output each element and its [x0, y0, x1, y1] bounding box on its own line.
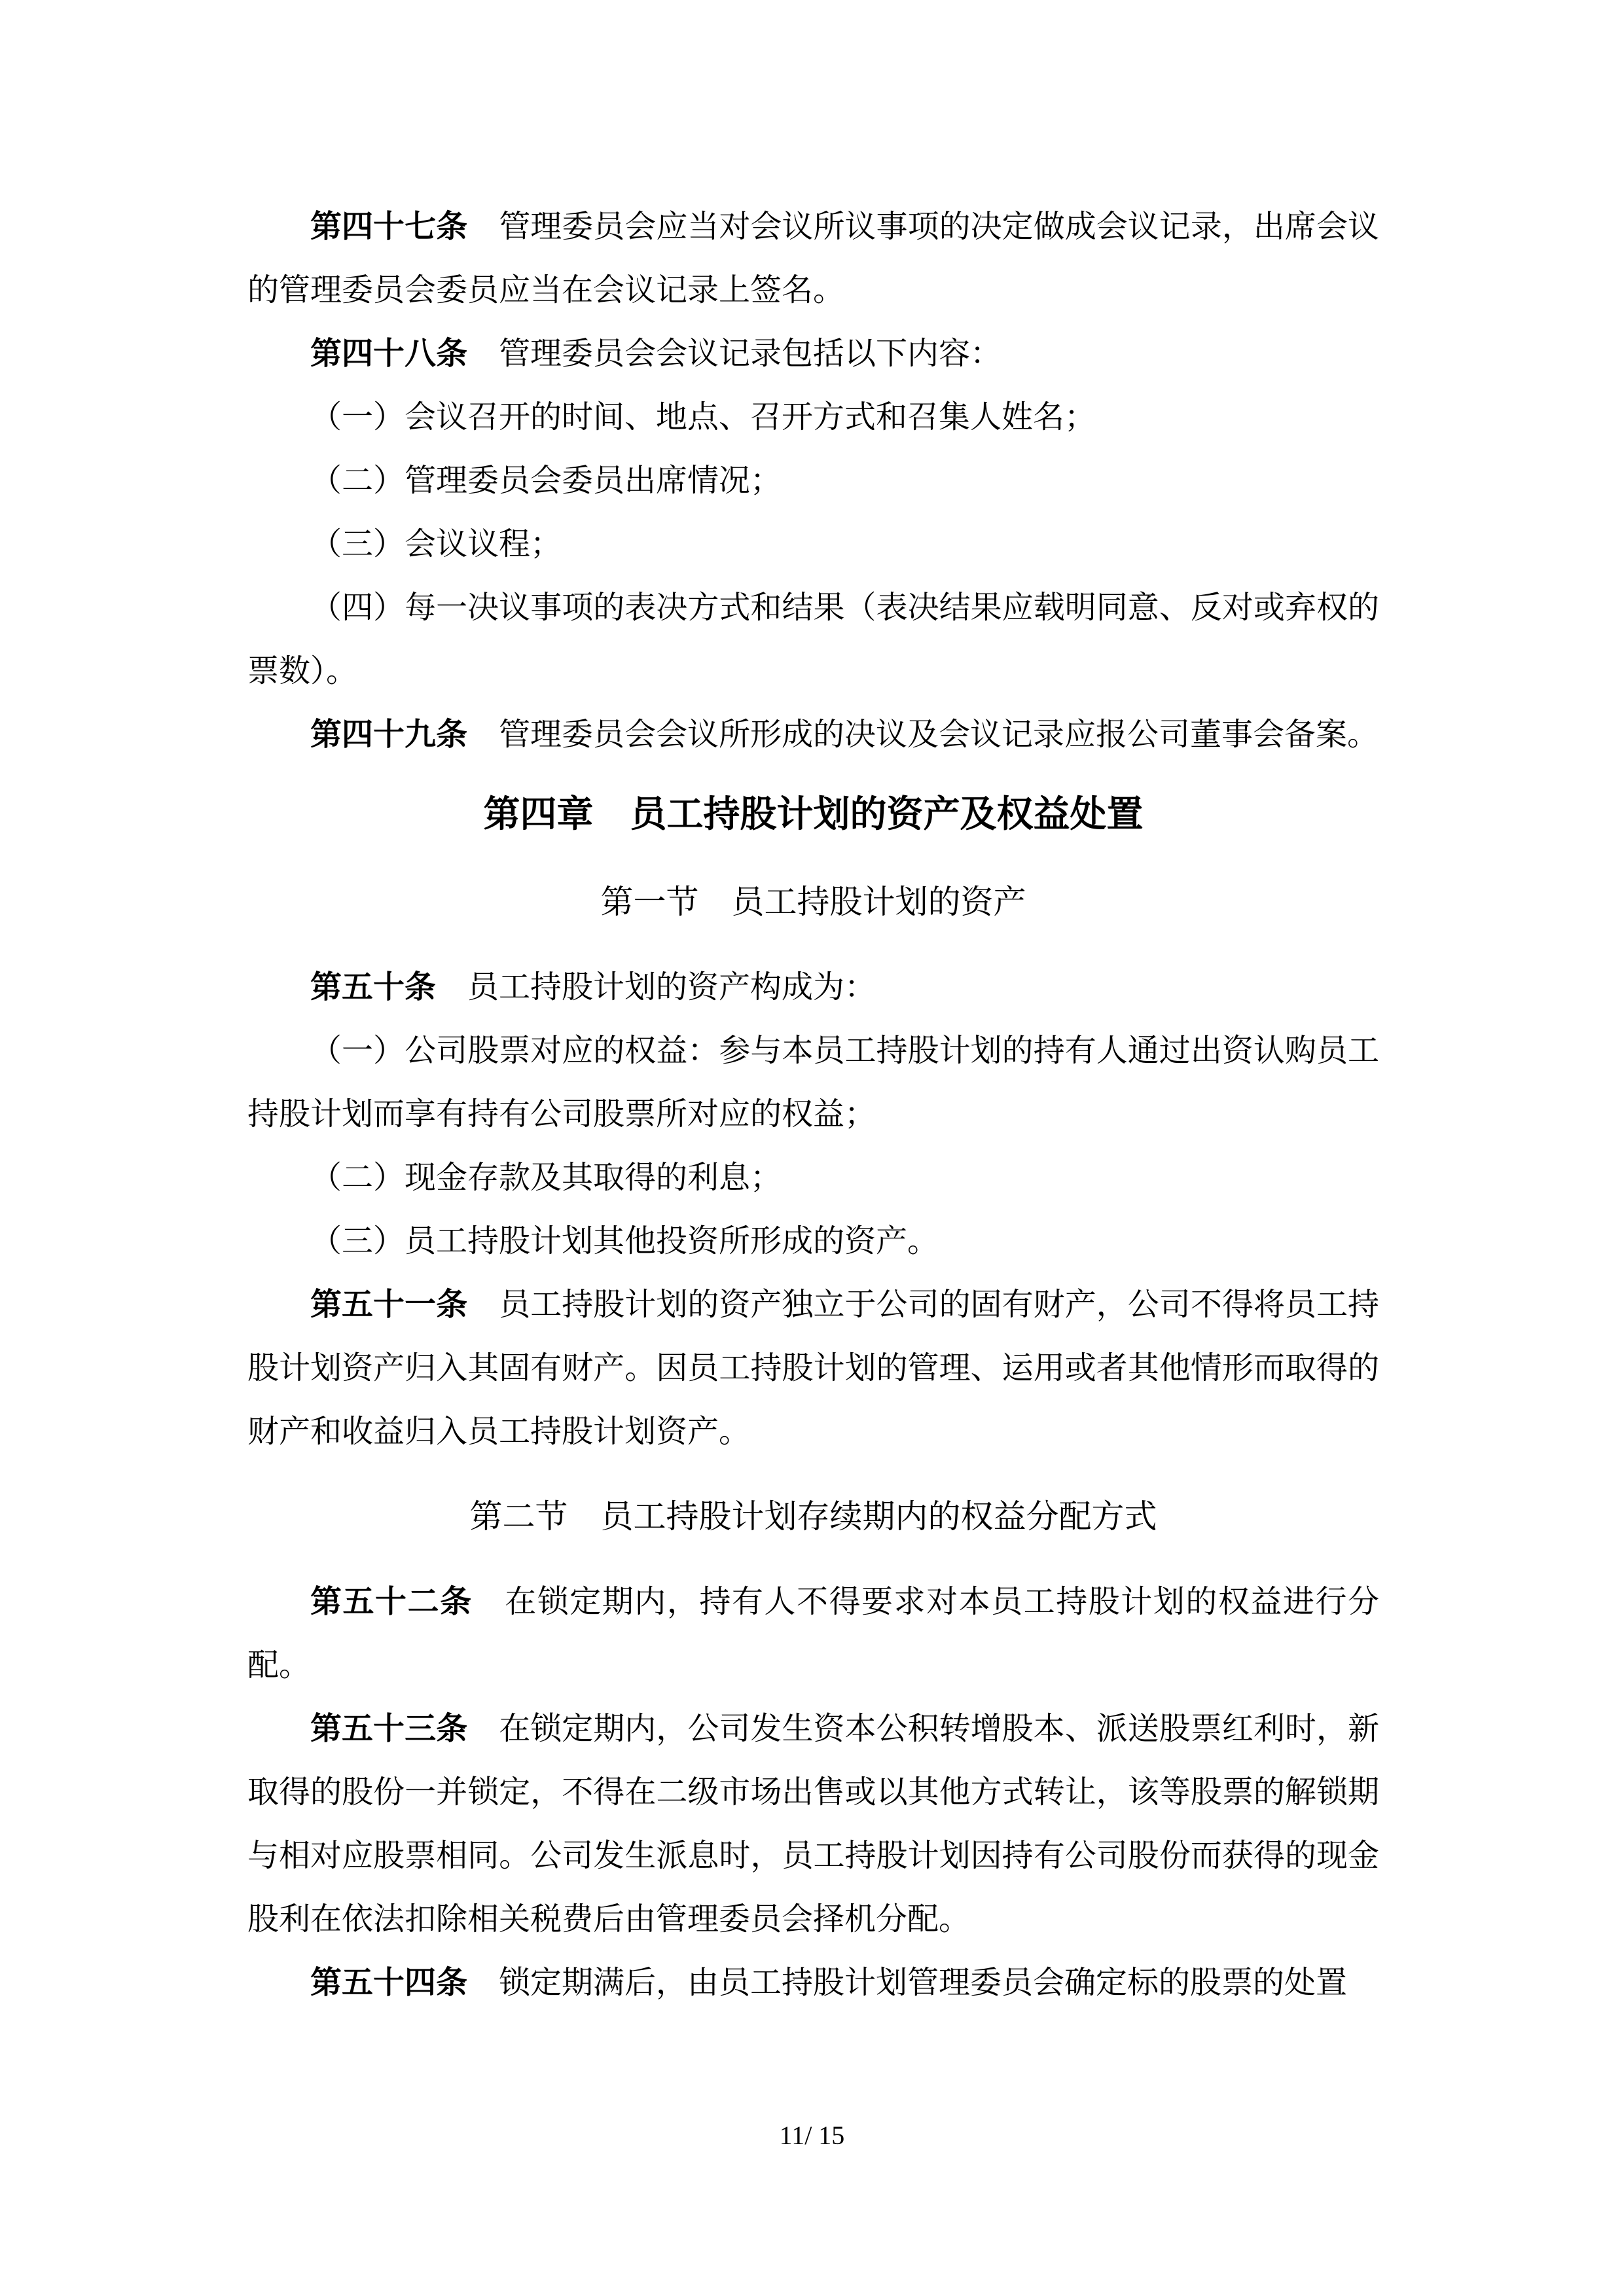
article-text: 锁定期满后，由员工持股计划管理委员会确定标的股票的处置 — [499, 1965, 1348, 2000]
article-number: 第四十九条 — [310, 717, 468, 752]
article-paragraph — [247, 1697, 1379, 1951]
list-item-paragraph: （三）会议议程； — [310, 527, 562, 562]
page-number: 11/ 15 — [779, 2121, 845, 2150]
article-paragraph — [247, 1951, 1379, 2015]
chapter-heading: 第四章 员工持股计划的资产及权益处置 — [483, 795, 1144, 835]
article-number: 第四十八条 — [310, 336, 468, 371]
article-paragraph — [247, 1570, 1379, 1697]
list-item-paragraph: （二）管理委员会委员出席情况； — [310, 463, 782, 498]
list-item-paragraph: （四）每一决议事项的表决方式和结果（表决结果应载明同意、反对或弃权的票数）。 — [247, 590, 1379, 689]
article-paragraph — [247, 956, 1379, 1019]
article-text: 员工持股计划的资产独立于公司的固有财产，公司不得将员工持股计划资产归入其固有财产。因员工持股计划的管理、运用或者其他情形而取得的财产和收益归入员工持股计划资产。 — [247, 1287, 1379, 1449]
list-item-paragraph: （一）会议召开的时间、地点、召开方式和召集人姓名； — [310, 400, 1096, 435]
article-number: 第五十四条 — [310, 1965, 468, 2000]
article-paragraph — [247, 1273, 1379, 1463]
article-number: 第四十七条 — [310, 209, 468, 244]
article-text: 管理委员会会议所形成的决议及会议记录应报公司董事会备案。 — [499, 717, 1379, 752]
article-text: 在锁定期内，公司发生资本公积转增股本、派送股票红利时，新取得的股份一并锁定，不得在二级市场出售或以其他方式转让，该等股票的解锁期与相对应股票相同。公司发生派息时，员工持股计划因持有公司股份而获得的现金股利在依法扣除相关税费后由管理委员会择机分配。 — [247, 1712, 1379, 1937]
article-text: 管理委员会会议记录包括以下内容： — [499, 336, 1002, 371]
article-text: 在锁定期内，持有人不得要求对本员工持股计划的权益进行分配。 — [247, 1585, 1379, 1683]
article-paragraph — [247, 322, 1379, 386]
list-item-paragraph: （三）员工持股计划其他投资所形成的资产。 — [310, 1224, 939, 1259]
article-paragraph — [247, 703, 1379, 766]
section-heading: 第一节 员工持股计划的资产 — [600, 884, 1026, 920]
article-number: 第五十一条 — [310, 1287, 468, 1322]
article-paragraph — [247, 195, 1379, 322]
article-number: 第五十二条 — [310, 1585, 473, 1619]
article-number: 第五十三条 — [310, 1712, 468, 1746]
article-number: 第五十条 — [310, 970, 437, 1005]
article-text: 管理委员会应当对会议所议事项的决定做成会议记录，出席会议的管理委员会委员应当在会议记录上签名。 — [247, 209, 1379, 308]
section-heading: 第二节 员工持股计划存续期内的权益分配方式 — [469, 1498, 1157, 1535]
article-text: 员工持股计划的资产构成为： — [467, 970, 876, 1005]
list-item-paragraph: （二）现金存款及其取得的利息； — [310, 1160, 782, 1195]
list-item-paragraph: （一）公司股票对应的权益：参与本员工持股计划的持有人通过出资认购员工持股计划而享有持有公司股票所对应的权益； — [247, 1033, 1379, 1132]
